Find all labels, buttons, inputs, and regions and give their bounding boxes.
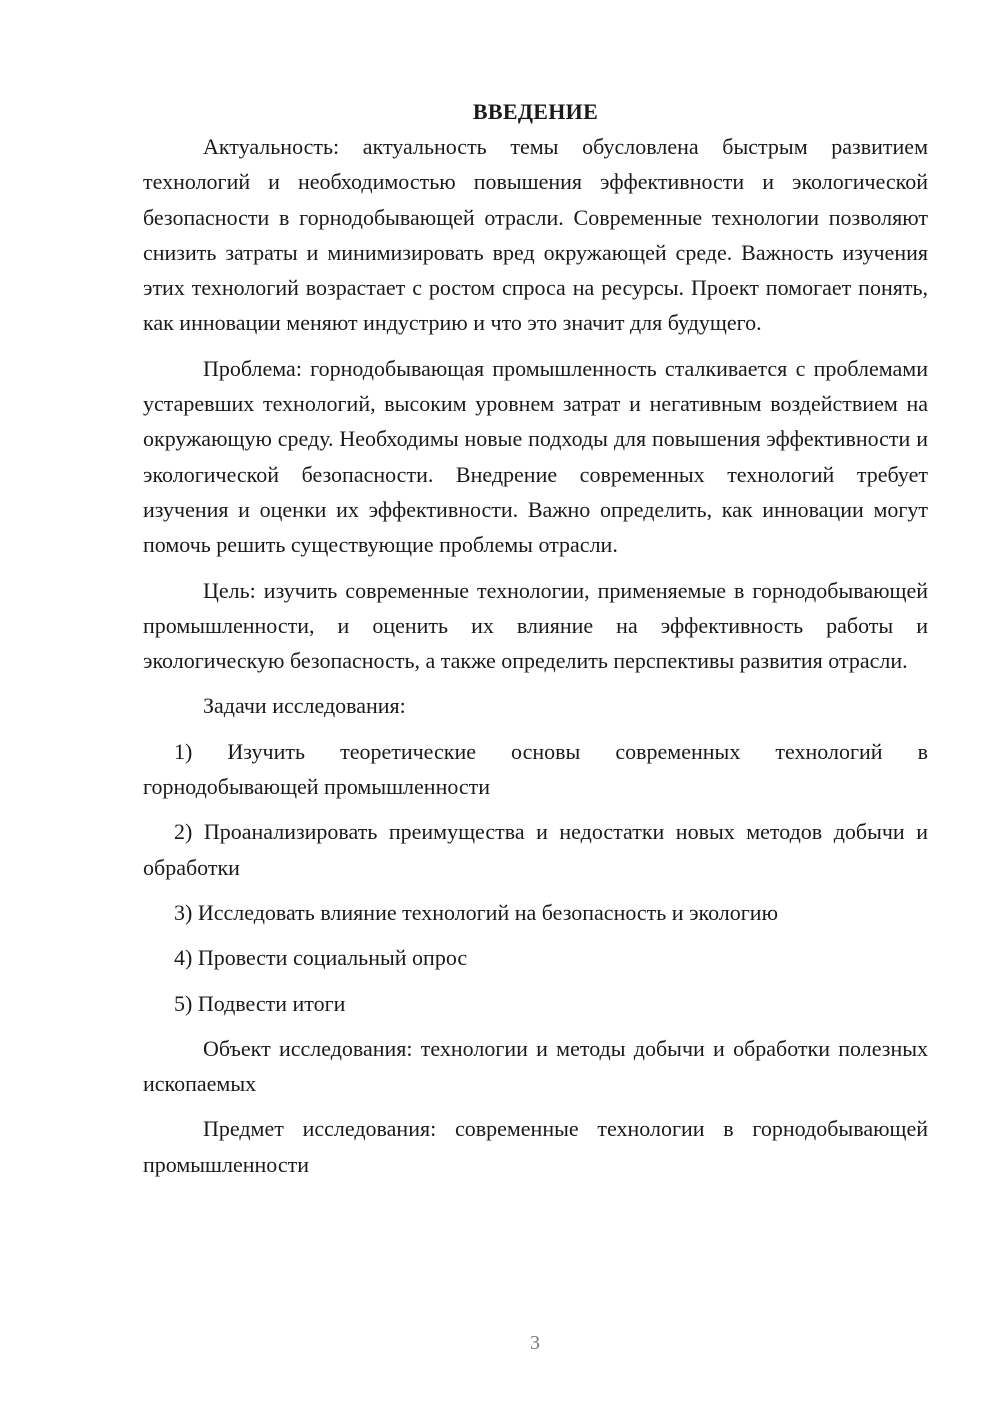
relevance-paragraph: Актуальность: актуальность темы обусловлена быстрым развитием технологий и необходимостью повышения эффективности и экологической безопасности в горнодобывающей отрасли. Современные технологии позволяют снизить затраты и минимизировать вред окружающей среде. Важность изучения этих технологий возрастает с ростом спроса на ресурсы. Проект помогает понять, как инновации меняют индустрию и что это значит для будущего.	[143, 134, 928, 336]
task-item-4: 4) Провести социальный опрос	[174, 945, 468, 971]
object-paragraph: Объект исследования: технологии и методы добычи и обработки полезных ископаемых	[143, 1035, 928, 1097]
task-item-2: 2) Проанализировать преимущества и недостатки новых методов добычи и обработки	[143, 819, 928, 880]
task-item-5: 5) Подвести итоги	[174, 990, 346, 1016]
task-item-1: 1) Изучить теоретические основы современных технологий в горнодобывающей промышленности	[143, 738, 928, 800]
subject-paragraph: Предмет исследования: современные технологии в горнодобывающей промышленности	[143, 1116, 928, 1177]
goal-paragraph: Цель: изучить современные технологии, применяемые в горнодобывающей промышленности, и оценить их влияние на эффективность работы и экологическую безопасность, а также определить перспективы развития отрасли.	[143, 577, 928, 674]
problem-paragraph: Проблема: горнодобывающая промышленность сталкивается с проблемами устаревших технологий, высоким уровнем затрат и негативным воздействием на окружающую среду. Необходимы новые подходы для повышения эффективности и экологической безопасности. Внедрение современных технологий требует изучения и оценки их эффективности. Важно определить, как инновации могут помочь решить существующие проблемы отрасли.	[143, 355, 928, 558]
task-item-3: 3) Исследовать влияние технологий на безопасность и экологию	[174, 899, 779, 925]
page-number: 3	[530, 1332, 540, 1354]
document-body	[143, 94, 928, 1182]
tasks-heading: Задачи исследования:	[203, 693, 406, 719]
page-title: ВВЕДЕНИЕ	[472, 99, 599, 124]
